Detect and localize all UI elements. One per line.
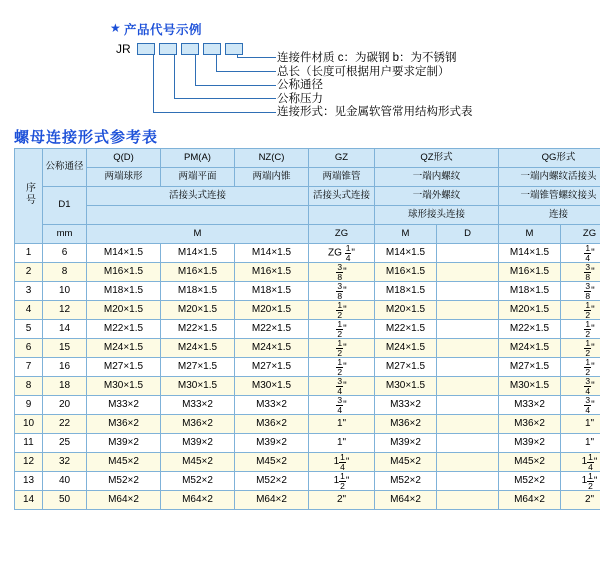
cell-pma-m: M22×1.5 (161, 320, 235, 339)
cell-qg-m: M45×2 (499, 453, 561, 472)
cell-qz-m: M24×1.5 (375, 339, 437, 358)
cell-qz-m: M39×2 (375, 434, 437, 453)
header-blank-left (87, 206, 309, 225)
diagram-label-length: 总长（长度可根据用户要求定制） (277, 65, 450, 78)
cell-dn: 15 (43, 339, 87, 358)
cell-qz-m: M30×1.5 (375, 377, 437, 396)
product-code-diagram (0, 0, 600, 118)
header-conn-gz: 活接头式连接 (309, 187, 375, 206)
header-unit-mm: mm (43, 225, 87, 244)
cell-qz-m: M22×1.5 (375, 320, 437, 339)
cell-qg-zg: 1 $\frac{1}{2}$ " (561, 472, 600, 491)
table-row (15, 491, 600, 510)
header-unit-qz-m: M (375, 225, 437, 244)
cell-qd-m: M45×2 (87, 453, 161, 472)
cell-qd-m: M20×1.5 (87, 301, 161, 320)
cell-seq: 12 (15, 453, 43, 472)
cell-qd-m: M36×2 (87, 415, 161, 434)
cell-qd-m: M30×1.5 (87, 377, 161, 396)
table-row (15, 453, 600, 472)
cell-seq: 6 (15, 339, 43, 358)
cell-gz-zg: $\frac{3}{8}$ " (309, 263, 375, 282)
table-title: 螺母连接形式参考表 (14, 129, 159, 146)
header-group-nzc: NZ(C) (235, 149, 309, 168)
code-prefix: JR (116, 42, 131, 56)
header-seq: 序号 (15, 149, 43, 244)
nut-connection-table (14, 148, 600, 510)
cell-nzc-m: M45×2 (235, 453, 309, 472)
header-unit-m: M (87, 225, 309, 244)
cell-qz-d (437, 263, 499, 282)
table-row (15, 320, 600, 339)
cell-gz-zg: 1 $\frac{1}{4}$ " (309, 453, 375, 472)
cell-qd-m: M33×2 (87, 396, 161, 415)
header-ball-joint-qz: 球形接头连接 (375, 206, 499, 225)
cell-dn: 20 (43, 396, 87, 415)
cell-qz-d (437, 339, 499, 358)
cell-qz-d (437, 396, 499, 415)
cell-nzc-m: M33×2 (235, 396, 309, 415)
cell-qz-d (437, 415, 499, 434)
cell-dn: 50 (43, 491, 87, 510)
cell-seq: 9 (15, 396, 43, 415)
cell-qz-m: M33×2 (375, 396, 437, 415)
header-conn-left: 活接头式连接 (87, 187, 309, 206)
cell-nzc-m: M18×1.5 (235, 282, 309, 301)
cell-qg-m: M33×2 (499, 396, 561, 415)
cell-nzc-m: M36×2 (235, 415, 309, 434)
cell-seq: 7 (15, 358, 43, 377)
cell-nzc-m: M20×1.5 (235, 301, 309, 320)
cell-gz-zg: $\frac{1}{2}$ " (309, 301, 375, 320)
header-group-qd: Q(D) (87, 149, 161, 168)
cell-qd-m: M39×2 (87, 434, 161, 453)
cell-seq: 1 (15, 244, 43, 263)
cell-gz-zg: $\frac{3}{4}$ " (309, 377, 375, 396)
cell-pma-m: M27×1.5 (161, 358, 235, 377)
cell-qz-m: M16×1.5 (375, 263, 437, 282)
star-icon: ★ (110, 21, 121, 35)
header-unit-zg: ZG (309, 225, 375, 244)
cell-qg-m: M14×1.5 (499, 244, 561, 263)
diagram-label-connection: 连接形式：见金属软管常用结构形式表 (277, 106, 473, 119)
header-unit-qz-d: D (437, 225, 499, 244)
cell-qg-m: M30×1.5 (499, 377, 561, 396)
cell-qz-d (437, 434, 499, 453)
cell-qz-m: M27×1.5 (375, 358, 437, 377)
cell-qz-m: M36×2 (375, 415, 437, 434)
diagram-label-material: 连接件材质 c：为碳钢 b：为不锈钢 (277, 52, 457, 64)
cell-qd-m: M52×2 (87, 472, 161, 491)
cell-qz-d (437, 472, 499, 491)
cell-gz-zg: 2" (309, 491, 375, 510)
cell-dn: 25 (43, 434, 87, 453)
cell-qz-m: M18×1.5 (375, 282, 437, 301)
cell-qz-m: M45×2 (375, 453, 437, 472)
cell-pma-m: M18×1.5 (161, 282, 235, 301)
cell-qg-zg: $\frac{3}{4}$ " (561, 396, 600, 415)
cell-qg-m: M24×1.5 (499, 339, 561, 358)
cell-qz-d (437, 491, 499, 510)
leader-line-5 (153, 54, 276, 113)
table-row (15, 244, 600, 263)
cell-qz-m: M52×2 (375, 472, 437, 491)
header-unit-qg-zg: ZG (561, 225, 600, 244)
table-row (15, 472, 600, 491)
cell-nzc-m: M30×1.5 (235, 377, 309, 396)
cell-seq: 2 (15, 263, 43, 282)
cell-qz-d (437, 358, 499, 377)
cell-qg-m: M39×2 (499, 434, 561, 453)
cell-gz-zg: $\frac{3}{8}$ " (309, 282, 375, 301)
cell-qg-m: M27×1.5 (499, 358, 561, 377)
cell-qd-m: M18×1.5 (87, 282, 161, 301)
cell-seq: 14 (15, 491, 43, 510)
cell-nzc-m: M16×1.5 (235, 263, 309, 282)
cell-qg-m: M36×2 (499, 415, 561, 434)
cell-dn: 10 (43, 282, 87, 301)
cell-qg-zg: $\frac{1}{2}$ " (561, 301, 600, 320)
cell-dn: 14 (43, 320, 87, 339)
cell-seq: 4 (15, 301, 43, 320)
cell-qg-zg: $\frac{1}{2}$ " (561, 339, 600, 358)
cell-gz-zg: 1 $\frac{1}{2}$ " (309, 472, 375, 491)
cell-nzc-m: M39×2 (235, 434, 309, 453)
header-blank-gz (309, 206, 375, 225)
cell-qz-d (437, 282, 499, 301)
cell-seq: 8 (15, 377, 43, 396)
cell-gz-zg: $\frac{1}{2}$ " (309, 320, 375, 339)
cell-dn: 8 (43, 263, 87, 282)
cell-dn: 32 (43, 453, 87, 472)
table-row (15, 282, 600, 301)
cell-qg-zg: $\frac{1}{4}$ " (561, 244, 600, 263)
cell-gz-zg: $\frac{1}{2}$ " (309, 339, 375, 358)
cell-dn: 16 (43, 358, 87, 377)
cell-pma-m: M24×1.5 (161, 339, 235, 358)
diagram-labels (277, 52, 473, 120)
diagram-label-dn: 公称通径 (277, 79, 323, 92)
header-sub-pma: 两端平面 (161, 168, 235, 187)
cell-qz-m: M20×1.5 (375, 301, 437, 320)
cell-qz-d (437, 377, 499, 396)
table-row (15, 339, 600, 358)
cell-qd-m: M27×1.5 (87, 358, 161, 377)
cell-gz-zg: 1" (309, 415, 375, 434)
cell-gz-zg: $\frac{1}{2}$ " (309, 358, 375, 377)
header-group-qg: QG形式 (499, 149, 600, 168)
table-header-row-1 (15, 149, 600, 168)
table-header-row-3 (15, 187, 600, 206)
cell-seq: 13 (15, 472, 43, 491)
cell-qg-zg: 1" (561, 415, 600, 434)
cell-qz-d (437, 244, 499, 263)
cell-qg-zg: 2" (561, 491, 600, 510)
cell-qz-m: M64×2 (375, 491, 437, 510)
cell-seq: 5 (15, 320, 43, 339)
table-row (15, 301, 600, 320)
cell-qz-d (437, 320, 499, 339)
cell-qz-d (437, 453, 499, 472)
cell-gz-zg: 1" (309, 434, 375, 453)
cell-nzc-m: M27×1.5 (235, 358, 309, 377)
cell-nzc-m: M52×2 (235, 472, 309, 491)
diagram-label-pn: 公称压力 (277, 92, 323, 105)
cell-gz-zg: ZG $\frac{1}{4}$ " (309, 244, 375, 263)
cell-pma-m: M52×2 (161, 472, 235, 491)
table-header-row-2 (15, 168, 600, 187)
cell-nzc-m: M64×2 (235, 491, 309, 510)
cell-qd-m: M22×1.5 (87, 320, 161, 339)
header-sub-qz: 一端内螺纹 (375, 168, 499, 187)
cell-pma-m: M64×2 (161, 491, 235, 510)
cell-qg-zg: 1" (561, 434, 600, 453)
cell-pma-m: M20×1.5 (161, 301, 235, 320)
cell-dn: 6 (43, 244, 87, 263)
cell-seq: 11 (15, 434, 43, 453)
cell-qg-zg: $\frac{1}{2}$ " (561, 358, 600, 377)
cell-pma-m: M14×1.5 (161, 244, 235, 263)
cell-qg-zg: $\frac{3}{4}$ " (561, 377, 600, 396)
header-conn-qz: 一端外螺纹 (375, 187, 499, 206)
cell-qd-m: M14×1.5 (87, 244, 161, 263)
cell-pma-m: M16×1.5 (161, 263, 235, 282)
cell-pma-m: M33×2 (161, 396, 235, 415)
header-group-gz: GZ (309, 149, 375, 168)
cell-pma-m: M36×2 (161, 415, 235, 434)
diagram-title: 产品代号示例 (124, 23, 203, 37)
cell-qd-m: M16×1.5 (87, 263, 161, 282)
cell-qg-zg: $\frac{1}{2}$ " (561, 320, 600, 339)
header-unit-qg-m: M (499, 225, 561, 244)
header-group-qz: QZ形式 (375, 149, 499, 168)
header-sub-qd: 两端球形 (87, 168, 161, 187)
cell-qz-m: M14×1.5 (375, 244, 437, 263)
cell-qz-d (437, 301, 499, 320)
table-row (15, 377, 600, 396)
cell-qg-zg: $\frac{3}{8}$ " (561, 263, 600, 282)
cell-nzc-m: M24×1.5 (235, 339, 309, 358)
header-sub-nzc: 两端内锥 (235, 168, 309, 187)
cell-qd-m: M64×2 (87, 491, 161, 510)
header-group-pma: PM(A) (161, 149, 235, 168)
cell-qg-m: M16×1.5 (499, 263, 561, 282)
header-sub-gz: 两端锥管 (309, 168, 375, 187)
table-header-row-4 (15, 206, 600, 225)
cell-pma-m: M30×1.5 (161, 377, 235, 396)
cell-gz-zg: $\frac{3}{4}$ " (309, 396, 375, 415)
cell-qg-m: M64×2 (499, 491, 561, 510)
table-row (15, 415, 600, 434)
cell-pma-m: M45×2 (161, 453, 235, 472)
cell-dn: 22 (43, 415, 87, 434)
table-row (15, 358, 600, 377)
cell-qg-m: M20×1.5 (499, 301, 561, 320)
table-row (15, 396, 600, 415)
header-connect-qg: 连接 (499, 206, 600, 225)
cell-dn: 12 (43, 301, 87, 320)
table-row (15, 434, 600, 453)
cell-dn: 18 (43, 377, 87, 396)
cell-nzc-m: M14×1.5 (235, 244, 309, 263)
cell-nzc-m: M22×1.5 (235, 320, 309, 339)
cell-pma-m: M39×2 (161, 434, 235, 453)
cell-qg-m: M22×1.5 (499, 320, 561, 339)
cell-qd-m: M24×1.5 (87, 339, 161, 358)
header-dn-d1: D1 (43, 187, 87, 225)
cell-qg-zg: 1 $\frac{1}{4}$ " (561, 453, 600, 472)
table-header-row-5 (15, 225, 600, 244)
cell-seq: 10 (15, 415, 43, 434)
cell-dn: 40 (43, 472, 87, 491)
cell-seq: 3 (15, 282, 43, 301)
header-sub-qg: 一端内螺纹活接头 (499, 168, 600, 187)
header-conn-qg: 一端锥管螺纹接头 (499, 187, 600, 206)
table-row (15, 263, 600, 282)
cell-qg-m: M18×1.5 (499, 282, 561, 301)
cell-qg-m: M52×2 (499, 472, 561, 491)
header-dn: 公称通径 (43, 149, 87, 187)
cell-qg-zg: $\frac{3}{8}$ " (561, 282, 600, 301)
